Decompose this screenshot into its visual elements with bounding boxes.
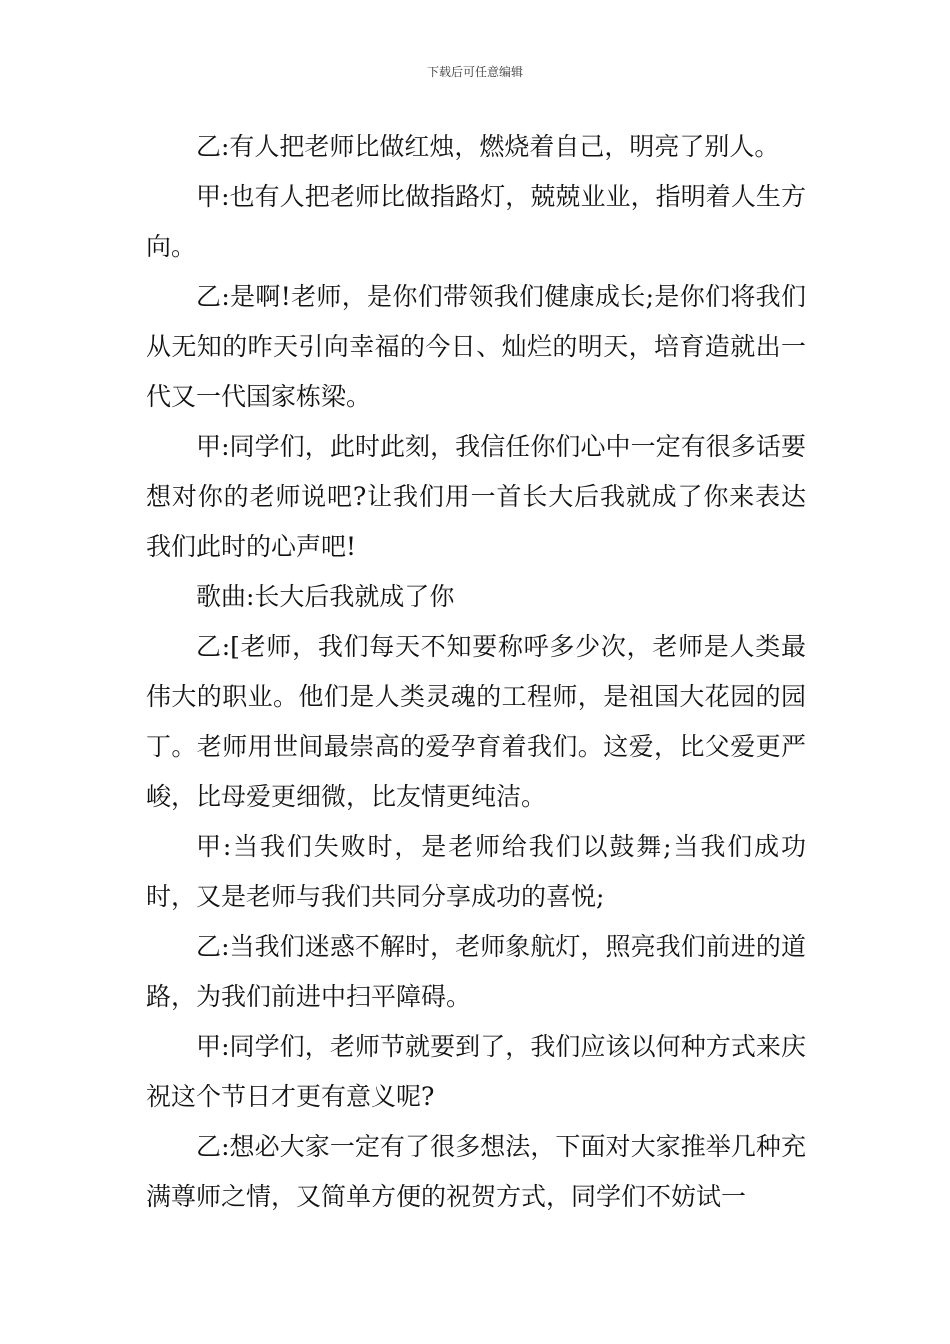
paragraph: 乙:[老师，我们每天不知要称呼多少次，老师是人类最伟大的职业。他们是人类灵魂的工程师，是祖国大花园的园丁。老师用世间最崇高的爱孕育着我们。这爱，比父爱更严峻，比母爱更细微，比友情更纯洁。: [146, 632, 806, 811]
document-body: [146, 122, 806, 1222]
paragraph: 歌曲:长大后我就成了你: [196, 582, 455, 611]
paragraph: 甲:同学们，老师节就要到了，我们应该以何种方式来庆祝这个节日才更有意义呢?: [146, 1032, 806, 1111]
paragraph: 乙:是啊!老师，是你们带领我们健康成长;是你们将我们从无知的昨天引向幸福的今日、灿烂的明天，培育造就出一代又一代国家栋梁。: [146, 282, 806, 411]
paragraph: 乙:想必大家一定有了很多想法，下面对大家推举几种充满尊师之情，又简单方便的祝贺方式，同学们不妨试一: [146, 1132, 806, 1211]
paragraph: 甲:也有人把老师比做指路灯，兢兢业业，指明着人生方向。: [146, 182, 806, 261]
paragraph: 甲:当我们失败时，是老师给我们以鼓舞;当我们成功时，又是老师与我们共同分享成功的喜悦;: [146, 832, 806, 911]
paragraph: 乙:当我们迷惑不解时，老师象航灯，照亮我们前进的道路，为我们前进中扫平障碍。: [146, 932, 806, 1011]
paragraph: 甲:同学们，此时此刻，我信任你们心中一定有很多话要想对你的老师说吧?让我们用一首长大后我就成了你来表达我们此时的心声吧!: [146, 432, 806, 561]
paragraph: 乙:有人把老师比做红烛，燃烧着自己，明亮了别人。: [196, 132, 780, 161]
page-header: 下载后可任意编辑: [426, 65, 523, 79]
